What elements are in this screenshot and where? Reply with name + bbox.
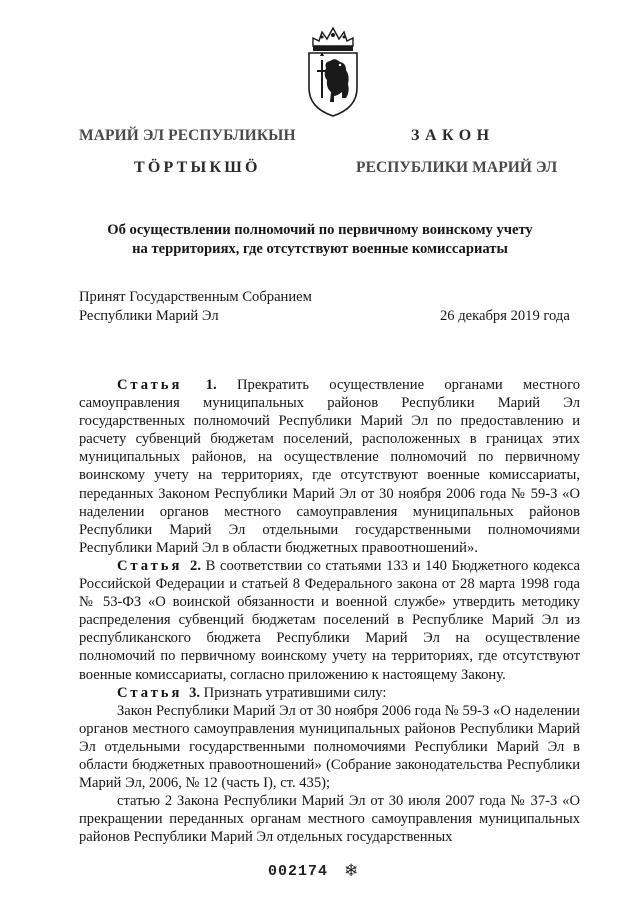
article-label: Статья 1. [117, 377, 217, 393]
coat-of-arms-icon [304, 26, 362, 118]
article-3 [79, 684, 580, 702]
article-text: Прекратить осуществление органами местного самоуправления муниципальных районов Республики Марий Эл государственных полномочий Республики Марий Эл по предоставлению и расчету субвенций бюджетам поселений, расположенных в границах этих муниципальных районов, на осуществление полномочий по первичному воинскому учету на территориях, где отсутствуют военные комиссариаты, переданных Законом Республики Марий Эл от 30 ноября 2006 года № 59-З «О наделении органов местного самоуправления муниципальных районов Республики Марий Эл отдельными государственными полномочиями Республики Марий Эл в области бюджетных правоотношений». [79, 377, 580, 556]
article-label: Статья 3. [117, 684, 201, 701]
header-republic-russian: РЕСПУБЛИКИ МАРИЙ ЭЛ [356, 159, 558, 176]
article-label: Статья 2. [117, 557, 201, 574]
article-2 [79, 557, 580, 684]
header-law-russian: ЗАКОН [411, 127, 495, 144]
document-number: 002174 [268, 863, 329, 880]
snowflake-icon: ❄ [344, 861, 359, 880]
adoption-body-line1: Принят Государственным Собранием [79, 289, 312, 305]
header-republic-mari: МАРИЙ ЭЛ РЕСПУБЛИКЫН [79, 127, 296, 144]
law-title-line1: Об осуществлении полномочий по первичному воинскому учету [107, 222, 533, 238]
article-1 [79, 376, 580, 557]
adoption-date: 26 декабря 2019 года [440, 308, 570, 324]
article-text: В соответствии со статьями 133 и 140 Бюджетного кодекса Российской Федерации и статьей 8 Федерального закона от 28 марта 1998 года № 53-ФЗ «О воинской обязанности и военной службе» утвердить методику распределения субвенций бюджетам поселений в Республике Марий Эл из республиканского бюджета Республики Марий Эл на осуществление полномочий по первичному воинскому учету на территориях, где отсутствуют военные комиссариаты, согласно приложению к настоящему Закону. [79, 557, 580, 683]
article-text: Признать утратившими силу: [203, 684, 387, 701]
law-title-line2: на территориях, где отсутствуют военные комиссариаты [132, 241, 508, 257]
law-body [79, 376, 580, 846]
adoption-body-line2: Республики Марий Эл [79, 308, 219, 324]
header-law-mari: ТӦРТЫКШӦ [134, 159, 261, 176]
article-3-item: Закон Республики Марий Эл от 30 ноября 2006 года № 59-З «О наделении органов местного самоуправления муниципальных районов Республики Марий Эл отдельными государственными полномочиями Республики Марий Эл в области бюджетных правоотношений» (Собрание законодательства Республики Марий Эл, 2006, № 12 (часть I), ст. 435); [79, 702, 580, 792]
article-3-item: статью 2 Закона Республики Марий Эл от 30 июля 2007 года № 37-З «О прекращении переданных органам местного самоуправления муниципальных районов Республики Марий Эл отдельных государственных [79, 793, 580, 846]
